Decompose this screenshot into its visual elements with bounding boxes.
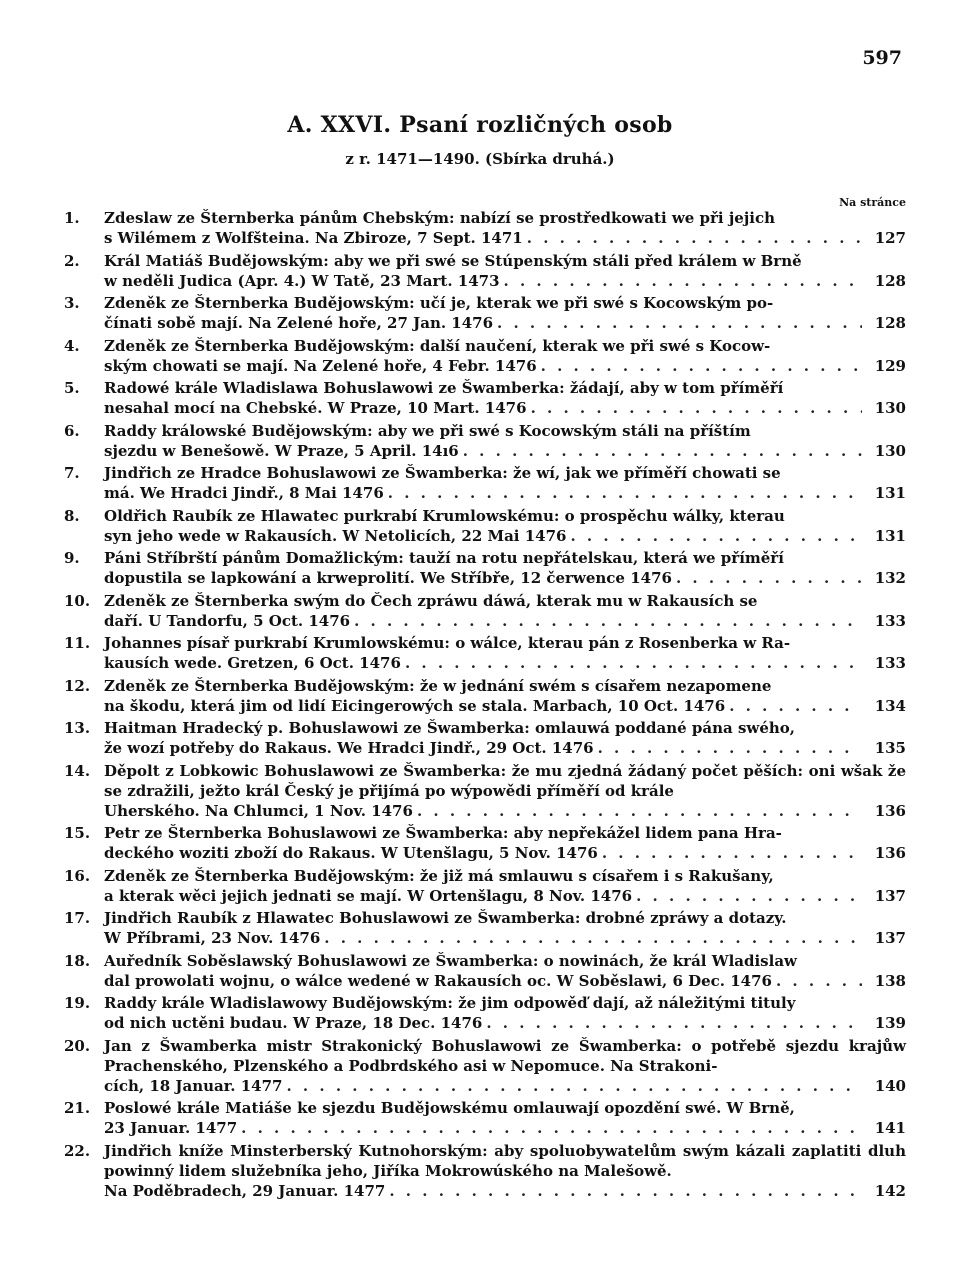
entry-text: Jindřich ze Hradce Bohuslawowi ze Šwamberka: že wí, jak we příměří chowati se: [104, 464, 781, 482]
entry-list: [64, 208, 906, 1203]
entry-page-number: 130: [874, 399, 906, 417]
entry-number: 5.: [64, 379, 80, 397]
entry-body: [104, 251, 906, 293]
dot-leader: [531, 398, 862, 418]
entry-page-number: 141: [874, 1119, 906, 1137]
list-item: [64, 1098, 906, 1140]
entry-page-number: 136: [874, 801, 906, 820]
entry-page-number: 131: [874, 526, 906, 545]
entry-number: 1.: [64, 209, 80, 227]
list-item: [64, 293, 906, 335]
list-item: [64, 378, 906, 420]
dot-leader: [241, 1118, 862, 1138]
entry-body: [104, 951, 906, 993]
entry-page-number: 134: [874, 696, 906, 715]
entry-date-place: Na Poděbradech, 29 Januar. 1477: [104, 1181, 386, 1200]
dot-leader: [636, 886, 862, 906]
list-item: [64, 208, 906, 250]
entry-page-number: 127: [874, 229, 906, 247]
entry-body: [104, 336, 906, 378]
entry-page-number: 137: [874, 929, 906, 947]
page-number: 597: [862, 47, 902, 69]
list-item: [64, 591, 906, 633]
list-item: [64, 463, 906, 505]
entry-text: Jan z Šwamberka mistr Strakonický Bohuslawowi ze Šwamberka: o potřebě sjezdu krajůw Prachenského, Plzenského a Podbrdského asi w Nepomuce. Na Strakoni-: [104, 1036, 906, 1075]
entry-last-line: [104, 611, 906, 631]
entry-text: Johannes písař purkrabí Krumlowskému: o wálce, kterau pán z Rosenberka w Ra-: [104, 634, 791, 652]
entry-date-place: Uherského. Na Chlumci, 1 Nov. 1476: [104, 801, 413, 820]
list-item: [64, 1141, 906, 1203]
entry-text: Zdeněk ze Šternberka Budějowským: učí je, kterak we při swé s Kocowským po-: [104, 294, 774, 312]
entry-date-place: dopustila se lapkowání a krweprolití. We Stříbře, 12 čerwence 1476: [104, 569, 672, 587]
list-item: [64, 676, 906, 718]
entry-body: [104, 293, 906, 335]
entry-body: [104, 676, 906, 718]
dot-leader: [504, 271, 862, 291]
entry-date-place: s Wilémem z Wolfšteina. Na Zbiroze, 7 Sept. 1471: [104, 229, 523, 247]
entry-number: 14.: [64, 761, 91, 780]
section-title: A. XXVI. Psaní rozličných osob: [287, 112, 673, 138]
dot-leader: [286, 1076, 862, 1096]
entry-last-line: [104, 1013, 906, 1033]
entry-date-place: ským chowati se mají. Na Zelené hoře, 4 Febr. 1476: [104, 356, 537, 375]
list-item: [64, 908, 906, 950]
entry-last-line: [104, 483, 906, 503]
entry-last-line: [104, 398, 906, 418]
entry-last-line: [104, 313, 906, 333]
entry-page-number: 129: [874, 356, 906, 375]
entry-text: Petr ze Šternberka Bohuslawowi ze Šwamberka: aby nepřekážel lidem pana Hra-: [104, 824, 782, 842]
entry-page-number: 137: [874, 886, 906, 905]
entry-last-line: [104, 526, 906, 546]
entry-number: 3.: [64, 294, 80, 312]
entry-last-line: [104, 653, 906, 673]
entry-last-line: [104, 738, 906, 758]
entry-date-place: W Příbrami, 23 Nov. 1476: [104, 929, 321, 947]
entry-number: 21.: [64, 1099, 91, 1117]
entry-page-number: 139: [874, 1014, 906, 1032]
entry-body: [104, 823, 906, 865]
entry-date-place: w neděli Judica (Apr. 4.) W Tatě, 23 Mart. 1473: [104, 271, 500, 290]
entry-last-line: [104, 1118, 906, 1138]
entry-body: [104, 1036, 906, 1098]
entry-body: [104, 1141, 906, 1203]
entry-text: Děpolt z Lobkowic Bohuslawowi ze Šwamberka: že mu zjedná žádaný počet pěších: oni wšak že se zdražili, ježto král Český je přijímá po wýpowědi příměří od krále: [104, 761, 906, 800]
dot-leader: [570, 526, 862, 546]
entry-number: 22.: [64, 1141, 91, 1160]
entry-number: 13.: [64, 719, 91, 737]
entry-number: 17.: [64, 909, 91, 927]
entry-page-number: 130: [874, 441, 906, 460]
dot-leader: [463, 441, 862, 461]
list-item: [64, 633, 906, 675]
dot-leader: [417, 801, 862, 821]
entry-page-number: 133: [874, 611, 906, 630]
dot-leader: [486, 1013, 862, 1033]
dot-leader: [776, 971, 862, 991]
entry-body: [104, 1098, 906, 1140]
entry-date-place: syn jeho wede w Rakausích. W Netolicích, 22 Mai 1476: [104, 526, 567, 545]
entry-page-number: 128: [874, 314, 906, 332]
entry-number: 15.: [64, 824, 91, 842]
entry-page-number: 128: [874, 271, 906, 290]
entry-number: 2.: [64, 251, 80, 270]
entry-number: 20.: [64, 1036, 91, 1055]
entry-body: [104, 591, 906, 633]
entry-date-place: nesahal mocí na Chebské. W Praze, 10 Mart. 1476: [104, 399, 527, 417]
entry-number: 11.: [64, 634, 91, 652]
entry-text: Zdeněk ze Šternberka Budějowským: že již má smlauwu s císařem i s Rakušany,: [104, 866, 774, 885]
entry-last-line: [104, 886, 906, 906]
list-item: [64, 421, 906, 463]
entry-last-line: [104, 441, 906, 461]
entry-last-line: [104, 971, 906, 991]
entry-date-place: cích, 18 Januar. 1477: [104, 1076, 283, 1095]
entry-last-line: [104, 356, 906, 376]
entry-text: Zdeněk ze Šternberka Budějowským: další naučení, kterak we při swé s Kocow-: [104, 336, 771, 355]
entry-last-line: [104, 228, 906, 248]
entry-page-number: 132: [874, 569, 906, 587]
entry-body: [104, 463, 906, 505]
entry-date-place: sjezdu w Benešowě. W Praze, 5 April. 14ı6: [104, 441, 459, 460]
list-item: [64, 251, 906, 293]
entry-date-place: má. We Hradci Jindř., 8 Mai 1476: [104, 484, 384, 502]
dot-leader: [354, 611, 862, 631]
entry-last-line: [104, 801, 906, 821]
entry-page-number: 140: [874, 1076, 906, 1095]
dot-leader: [324, 928, 862, 948]
dot-leader: [389, 1181, 862, 1201]
list-item: [64, 1036, 906, 1098]
entry-body: [104, 378, 906, 420]
entry-number: 19.: [64, 994, 91, 1012]
entry-date-place: deckého woziti zboží do Rakaus. W Utenšlagu, 5 Nov. 1476: [104, 844, 598, 862]
entry-page-number: 136: [874, 844, 906, 862]
entry-last-line: [104, 568, 906, 588]
entry-date-place: a kterak wěci jejich jednati se mají. W Ortenšlagu, 8 Nov. 1476: [104, 886, 633, 905]
entry-number: 4.: [64, 336, 80, 355]
entry-date-place: 23 Januar. 1477: [104, 1119, 238, 1137]
entry-text: Páni Stříbrští pánům Domažlickým: tauží na rotu nepřátelskau, která we příměří: [104, 549, 784, 567]
dot-leader: [541, 356, 862, 376]
section-subtitle: z r. 1471—1490. (Sbírka druhá.): [345, 150, 615, 168]
entry-number: 10.: [64, 591, 91, 610]
entry-text: Zdeněk ze Šternberka swým do Čech zpráwu dáwá, kterak mu w Rakausích se: [104, 591, 758, 610]
entry-text: Král Matiáš Budějowským: aby we při swé se Stúpenským stáli před králem w Brně: [104, 251, 802, 270]
entry-date-place: od nich uctěni budau. W Praze, 18 Dec. 1476: [104, 1014, 483, 1032]
list-item: [64, 823, 906, 865]
list-item: [64, 993, 906, 1035]
dot-leader: [729, 696, 862, 716]
entry-date-place: na škodu, která jim od lidí Eicingerowých se stala. Marbach, 10 Oct. 1476: [104, 696, 726, 715]
entry-number: 12.: [64, 676, 91, 695]
list-item: [64, 866, 906, 908]
dot-leader: [497, 313, 862, 333]
entry-number: 8.: [64, 506, 80, 525]
entry-date-place: že wozí potřeby do Rakaus. We Hradci Jindř., 29 Oct. 1476: [104, 739, 594, 757]
entry-date-place: čínati sobě mají. Na Zelené hoře, 27 Jan. 1476: [104, 314, 494, 332]
entry-last-line: [104, 1181, 906, 1201]
entry-page-number: 142: [874, 1181, 906, 1200]
entry-body: [104, 548, 906, 590]
entry-text: Zdeslaw ze Šternberka pánům Chebským: nabízí se prostředkowati we při jejich: [104, 209, 775, 227]
entry-last-line: [104, 1076, 906, 1096]
entry-number: 16.: [64, 866, 91, 885]
entry-date-place: kausích wede. Gretzen, 6 Oct. 1476: [104, 654, 401, 672]
entry-body: [104, 208, 906, 250]
entry-last-line: [104, 696, 906, 716]
list-item: [64, 718, 906, 760]
entry-body: [104, 993, 906, 1035]
entry-page-number: 133: [874, 654, 906, 672]
page-column-header: Na stránce: [839, 196, 906, 209]
entry-body: [104, 633, 906, 675]
entry-text: Jindřich Raubík z Hlawatec Bohuslawowi ze Šwamberka: drobné zpráwy a dotazy.: [104, 909, 787, 927]
entry-page-number: 131: [874, 484, 906, 502]
dot-leader: [388, 483, 862, 503]
entry-text: Haitman Hradecký p. Bohuslawowi ze Šwamberka: omlauwá poddané pána swého,: [104, 719, 795, 737]
entry-body: [104, 908, 906, 950]
list-item: [64, 761, 906, 823]
entry-text: Radowé krále Wladislawa Bohuslawowi ze Šwamberka: žádají, aby w tom příměří: [104, 379, 784, 397]
list-item: [64, 951, 906, 993]
entry-text: Raddy krále Wladislawowy Budějowským: že jim odpowěď dají, až náležitými tituly: [104, 994, 796, 1012]
list-item: [64, 506, 906, 548]
dot-leader: [527, 228, 862, 248]
entry-text: Jindřich kníže Minsterberský Kutnohorským: aby spoluobywatelům swým kázali zaplatiti dluh powinný lidem služebníka jeho, Jiříka Mokrowúského na Malešowě.: [104, 1141, 906, 1180]
entry-text: Zdeněk ze Šternberka Budějowským: že w jednání swém s císařem nezapomene: [104, 676, 772, 695]
entry-last-line: [104, 271, 906, 291]
dot-leader: [405, 653, 862, 673]
dot-leader: [602, 843, 862, 863]
entry-page-number: 138: [874, 971, 906, 990]
entry-last-line: [104, 928, 906, 948]
entry-body: [104, 866, 906, 908]
entry-text: Poslowé krále Matiáše ke sjezdu Budějowskému omlauwají opozdění swé. W Brně,: [104, 1099, 795, 1117]
entry-body: [104, 506, 906, 548]
entry-number: 9.: [64, 549, 80, 567]
entry-page-number: 135: [874, 739, 906, 757]
list-item: [64, 336, 906, 378]
dot-leader: [598, 738, 862, 758]
entry-body: [104, 718, 906, 760]
entry-body: [104, 421, 906, 463]
entry-number: 18.: [64, 951, 91, 970]
entry-number: 7.: [64, 464, 80, 482]
list-item: [64, 548, 906, 590]
entry-last-line: [104, 843, 906, 863]
entry-number: 6.: [64, 421, 80, 440]
entry-text: Auředník Soběslawský Bohuslawowi ze Šwamberka: o nowinách, že král Wladislaw: [104, 951, 797, 970]
entry-text: Raddy králowské Budějowským: aby we při swé s Kocowským stáli na příštím: [104, 421, 751, 440]
entry-date-place: dal prowolati wojnu, o wálce wedené w Rakausích oc. W Soběslawi, 6 Dec. 1476: [104, 971, 772, 990]
entry-body: [104, 761, 906, 823]
dot-leader: [676, 568, 862, 588]
entry-date-place: daří. U Tandorfu, 5 Oct. 1476: [104, 611, 351, 630]
entry-text: Oldřich Raubík ze Hlawatec purkrabí Krumlowskému: o prospěchu wálky, kterau: [104, 506, 785, 525]
